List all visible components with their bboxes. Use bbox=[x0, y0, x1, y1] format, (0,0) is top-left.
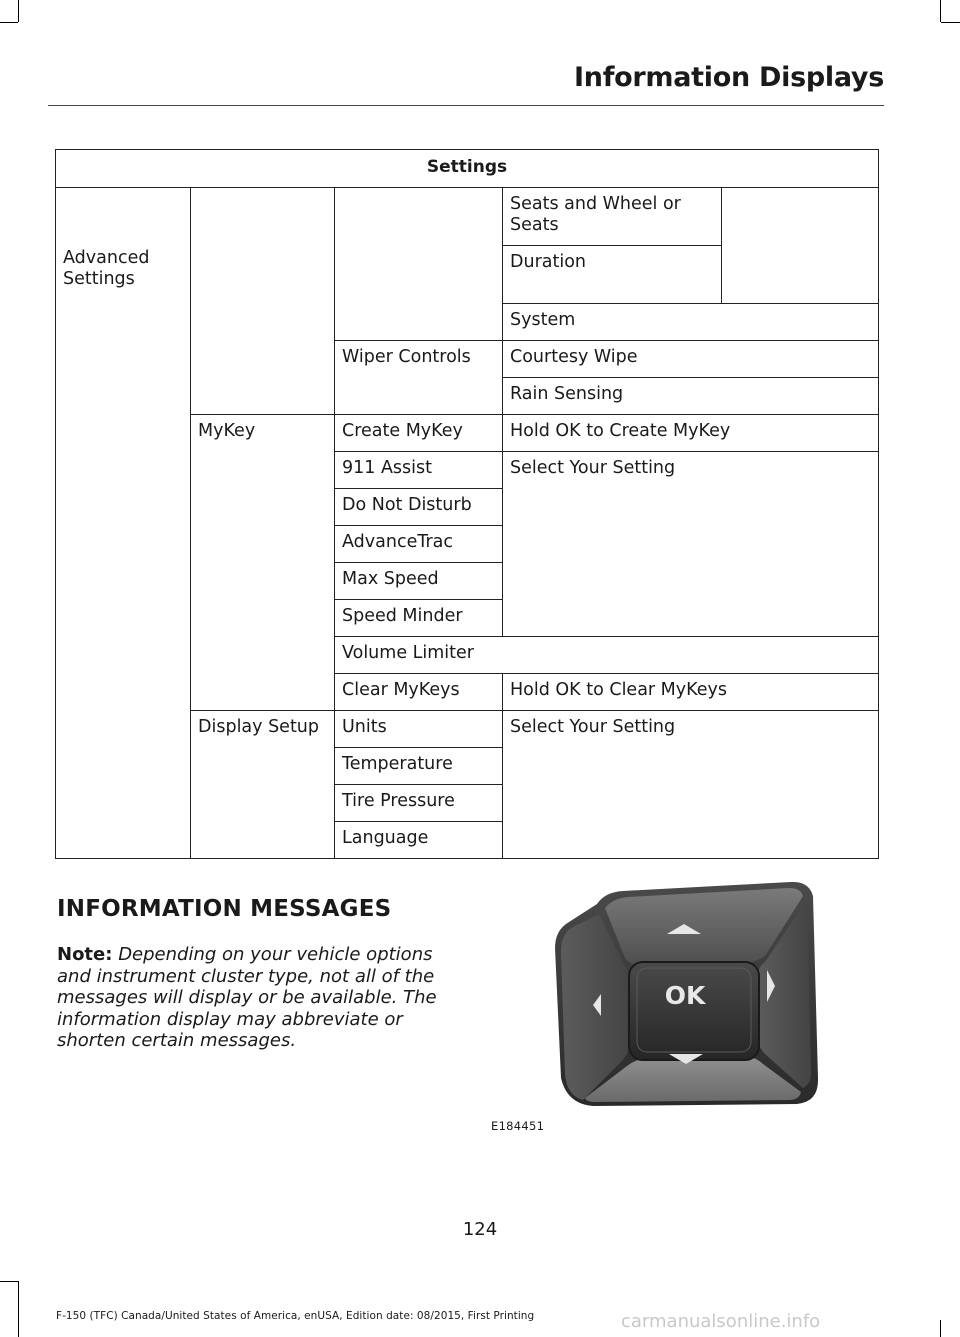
crop-mark bbox=[0, 22, 18, 23]
ok-button bbox=[629, 962, 759, 1060]
table-cell-empty bbox=[335, 188, 503, 341]
table-cell-temperature: Temperature bbox=[335, 748, 503, 785]
table-cell-advanced-settings: Advanced Settings bbox=[56, 188, 191, 859]
crop-mark bbox=[940, 1320, 941, 1337]
note-label: Note: bbox=[57, 944, 113, 965]
crop-mark bbox=[941, 22, 960, 23]
table-cell-hold-ok-create: Hold OK to Create MyKey bbox=[503, 415, 879, 452]
table-cell-advancetrac: AdvanceTrac bbox=[335, 526, 503, 563]
table-cell-do-not-disturb: Do Not Disturb bbox=[335, 489, 503, 526]
table-cell-max-speed: Max Speed bbox=[335, 563, 503, 600]
table-cell-system: System bbox=[503, 304, 879, 341]
table-cell-duration: Duration bbox=[503, 246, 722, 304]
table-cell-volume-limiter: Volume Limiter bbox=[335, 637, 879, 674]
table-cell-empty bbox=[191, 188, 335, 415]
table-cell-clear-mykeys: Clear MyKeys bbox=[335, 674, 503, 711]
table-cell-units: Units bbox=[335, 711, 503, 748]
edition-footer: F-150 (TFC) Canada/United States of America, enUSA, Edition date: 08/2015, First Printing bbox=[56, 1310, 535, 1322]
table-cell-hold-ok-clear: Hold OK to Clear MyKeys bbox=[503, 674, 879, 711]
watermark: carmanualsonline.info bbox=[621, 1311, 821, 1332]
table-cell-language: Language bbox=[335, 822, 503, 859]
table-cell-select-your-setting: Select Your Setting bbox=[503, 711, 879, 859]
table-cell-create-mykey: Create MyKey bbox=[335, 415, 503, 452]
crop-mark bbox=[18, 1281, 19, 1337]
table-cell-wiper-controls: Wiper Controls bbox=[335, 341, 503, 415]
table-cell-display-setup: Display Setup bbox=[191, 711, 335, 859]
table-cell-courtesy-wipe: Courtesy Wipe bbox=[503, 341, 879, 378]
crop-mark bbox=[0, 1281, 18, 1282]
table-cell-empty bbox=[722, 188, 879, 304]
page-number: 124 bbox=[462, 1219, 498, 1240]
header-divider bbox=[48, 105, 884, 106]
section-heading: INFORMATION MESSAGES bbox=[57, 896, 392, 922]
table-cell-select-your-setting: Select Your Setting bbox=[503, 452, 879, 637]
settings-table bbox=[55, 149, 879, 859]
table-title: Settings bbox=[56, 150, 879, 188]
ok-label: OK bbox=[664, 981, 706, 1010]
table-cell-speed-minder: Speed Minder bbox=[335, 600, 503, 637]
note-body: Depending on your vehicle options and instrument cluster type, not all of the messages will display or be available. The information display may abbreviate or shorten certain messages. bbox=[57, 944, 437, 1051]
table-cell-tire-pressure: Tire Pressure bbox=[335, 785, 503, 822]
table-cell-mykey: MyKey bbox=[191, 415, 335, 711]
table-cell-rain-sensing: Rain Sensing bbox=[503, 378, 879, 415]
note-paragraph bbox=[57, 944, 447, 1052]
figure-code: E184451 bbox=[491, 1119, 545, 1133]
crop-mark bbox=[18, 0, 19, 22]
table-cell-911-assist: 911 Assist bbox=[335, 452, 503, 489]
table-row bbox=[56, 188, 879, 246]
table-cell-seats-and-wheel: Seats and Wheel or Seats bbox=[503, 188, 722, 246]
steering-wheel-keypad-illustration bbox=[553, 878, 821, 1110]
page-title: Information Displays bbox=[574, 62, 884, 93]
table-header-row bbox=[56, 150, 879, 188]
crop-mark bbox=[940, 0, 941, 22]
